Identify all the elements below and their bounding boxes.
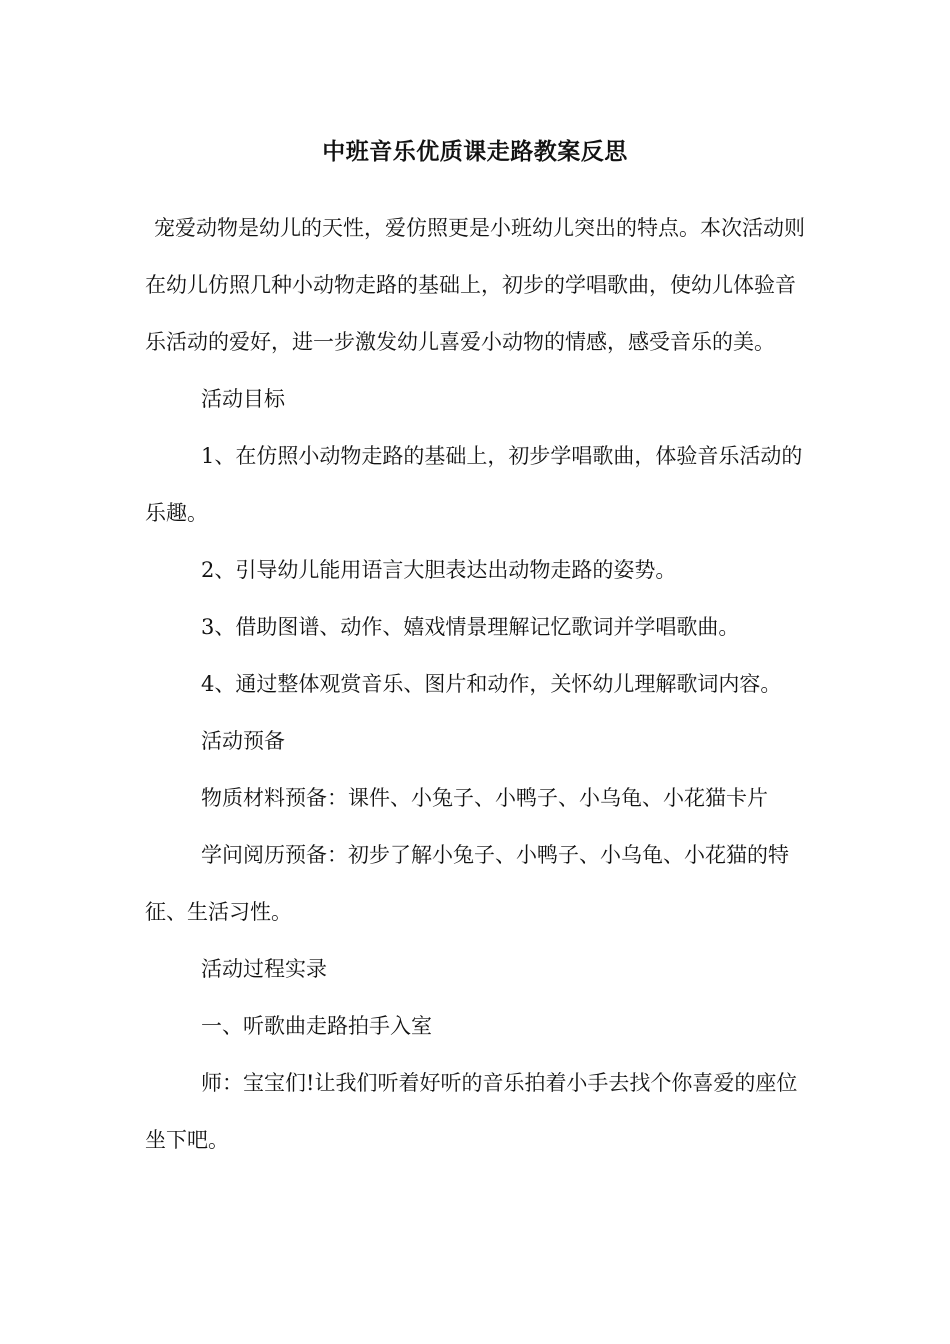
document-body (145, 200, 810, 1169)
goal-item-1: 1、在仿照小动物走路的基础上，初步学唱歌曲，体验音乐活动的乐趣。 (145, 444, 803, 525)
section-heading-process: 活动过程实录 (201, 957, 327, 981)
section-heading-goals: 活动目标 (201, 387, 285, 411)
section-heading-preparation: 活动预备 (201, 729, 285, 753)
document-title: 中班音乐优质课走路教案反思 (322, 138, 628, 165)
process-step-1: 一、听歌曲走路拍手入室 (201, 1014, 432, 1038)
goal-item-2: 2、引导幼儿能用语言大胆表达出动物走路的姿势。 (201, 558, 677, 582)
goal-item-4: 4、通过整体观赏音乐、图片和动作，关怀幼儿理解歌词内容。 (201, 672, 782, 696)
material-preparation: 物质材料预备：课件、小兔子、小鸭子、小乌龟、小花猫卡片 (201, 786, 768, 810)
intro-paragraph: 宠爱动物是幼儿的天性，爱仿照更是小班幼儿突出的特点。本次活动则在幼儿仿照几种小动物走路的基础上，初步的学唱歌曲，使幼儿体验音乐活动的爱好，进一步激发幼儿喜爱小动物的情感，感受音乐的美。 (145, 216, 805, 354)
goal-item-3: 3、借助图谱、动作、嬉戏情景理解记忆歌词并学唱歌曲。 (201, 615, 740, 639)
knowledge-preparation: 学问阅历预备：初步了解小兔子、小鸭子、小乌龟、小花猫的特征、生活习性。 (145, 843, 789, 924)
teacher-dialogue: 师：宝宝们!让我们听着好听的音乐拍着小手去找个你喜爱的座位坐下吧。 (145, 1071, 798, 1152)
